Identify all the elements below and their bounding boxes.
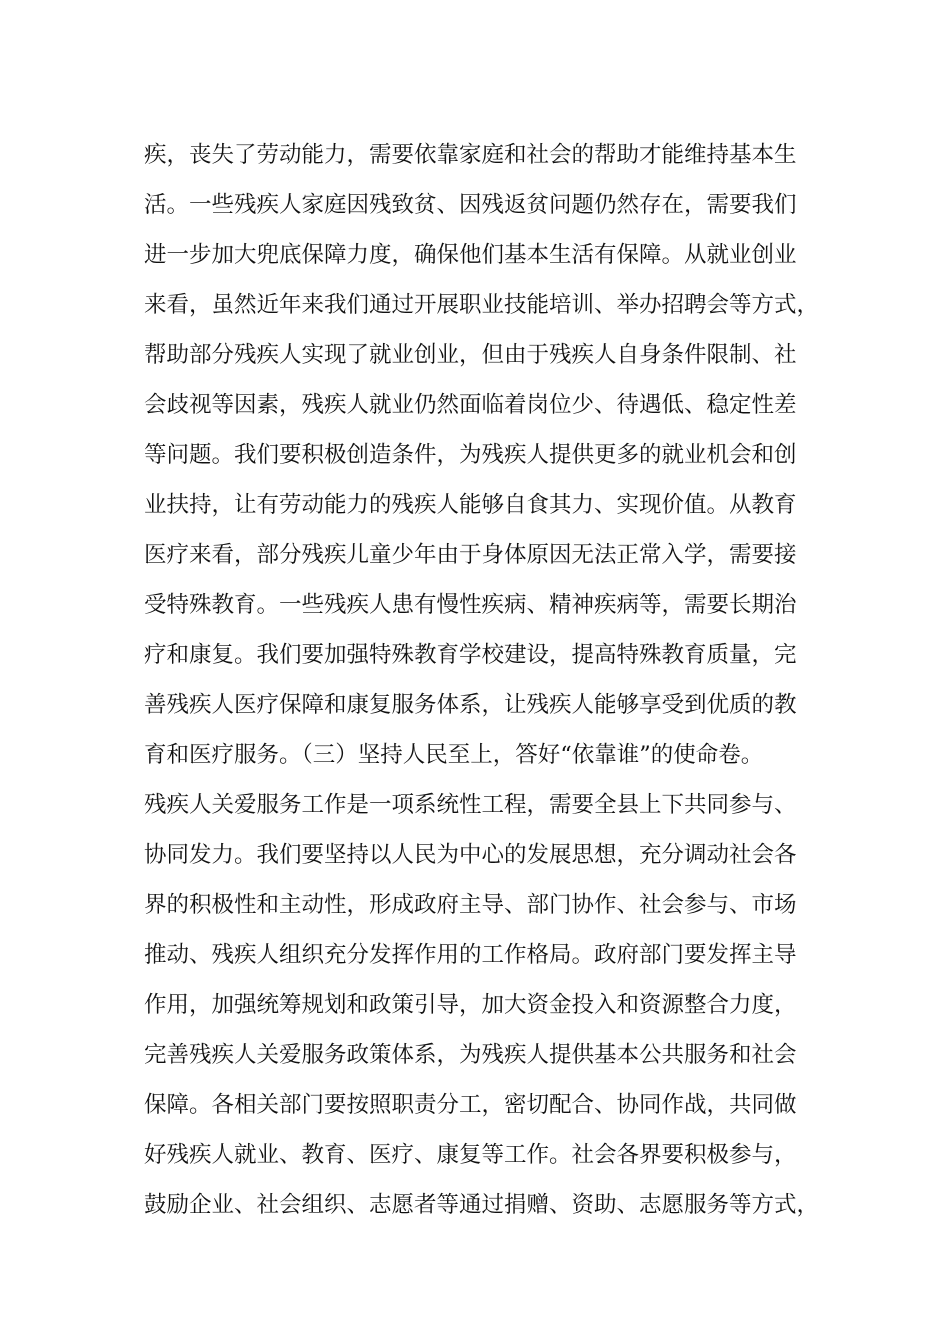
text-line: 等问题。我们要积极创造条件，为残疾人提供更多的就业机会和创 xyxy=(144,442,797,468)
text-line: 鼓励企业、社会组织、志愿者等通过捐赠、资助、志愿服务等方式， xyxy=(144,1192,820,1218)
text-line: 帮助部分残疾人实现了就业创业，但由于残疾人自身条件限制、社 xyxy=(144,342,797,368)
text-line: 作用，加强统筹规划和政策引导，加大资金投入和资源整合力度， xyxy=(144,992,797,1018)
text-line: 协同发力。我们要坚持以人民为中心的发展思想，充分调动社会各 xyxy=(144,842,797,868)
text-line: 受特殊教育。一些残疾人患有慢性疾病、精神疾病等，需要长期治 xyxy=(144,592,797,618)
text-line: 医疗来看，部分残疾儿童少年由于身体原因无法正常入学，需要接 xyxy=(144,542,797,568)
text-line: 好残疾人就业、教育、医疗、康复等工作。社会各界要积极参与， xyxy=(144,1142,797,1168)
text-line: 完善残疾人关爱服务政策体系，为残疾人提供基本公共服务和社会 xyxy=(144,1042,797,1068)
text-line: 疾，丧失了劳动能力，需要依靠家庭和社会的帮助才能维持基本生 xyxy=(144,142,797,168)
text-line: 来看，虽然近年来我们通过开展职业技能培训、举办招聘会等方式， xyxy=(144,292,820,318)
text-line: 育和医疗服务。（三）坚持人民至上，答好“依靠谁”的使命卷。 xyxy=(144,742,764,768)
text-line: 残疾人关爱服务工作是一项系统性工程，需要全县上下共同参与、 xyxy=(144,792,797,818)
text-line: 善残疾人医疗保障和康复服务体系，让残疾人能够享受到优质的教 xyxy=(144,692,797,718)
text-line: 业扶持，让有劳动能力的残疾人能够自食其力、实现价值。从教育 xyxy=(144,492,797,518)
text-line: 推动、残疾人组织充分发挥作用的工作格局。政府部门要发挥主导 xyxy=(144,942,797,968)
text-line: 进一步加大兜底保障力度，确保他们基本生活有保障。从就业创业 xyxy=(144,242,797,268)
body-text xyxy=(144,130,844,1230)
text-line: 会歧视等因素，残疾人就业仍然面临着岗位少、待遇低、稳定性差 xyxy=(144,392,797,418)
text-line: 保障。各相关部门要按照职责分工，密切配合、协同作战，共同做 xyxy=(144,1092,797,1118)
text-line: 活。一些残疾人家庭因残致贫、因残返贫问题仍然存在，需要我们 xyxy=(144,192,797,218)
text-line: 界的积极性和主动性，形成政府主导、部门协作、社会参与、市场 xyxy=(144,892,797,918)
text-line: 疗和康复。我们要加强特殊教育学校建设，提高特殊教育质量，完 xyxy=(144,642,797,668)
